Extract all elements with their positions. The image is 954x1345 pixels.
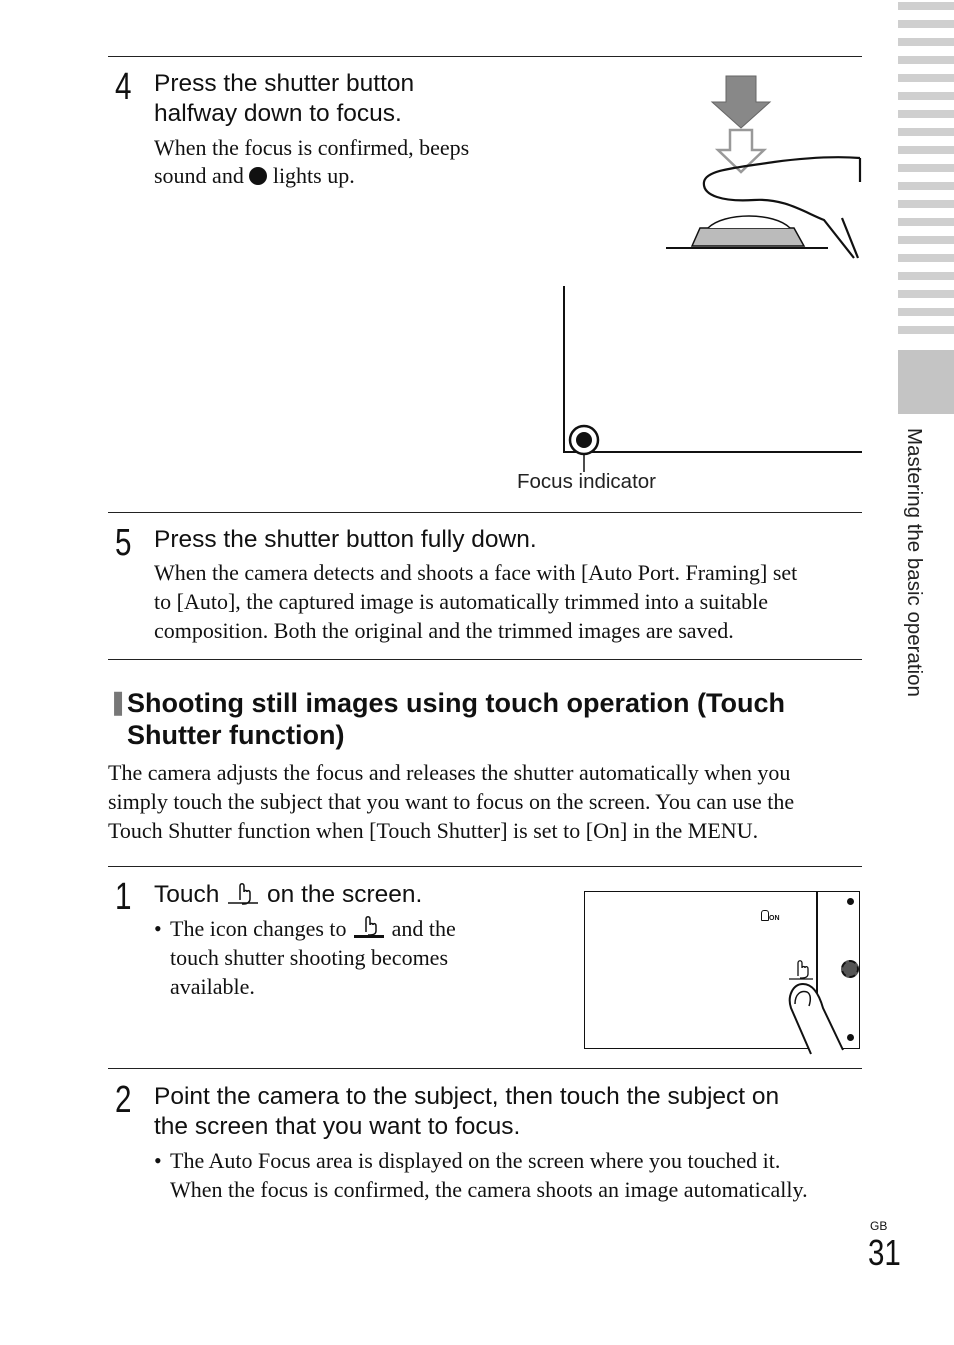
touch-shutter-on-indicator: [761, 910, 780, 922]
step4-body-line1: When the focus is confirmed, beeps: [154, 135, 470, 160]
step2-heading-line2: the screen that you want to focus.: [154, 1113, 521, 1140]
section-title-line1: Shooting still images using touch operation (Touch: [127, 688, 785, 718]
step4-number: 4: [115, 66, 132, 108]
step1-bullet-line3: available.: [170, 974, 255, 999]
sidebar-section-label: Mastering the basic operation: [903, 428, 926, 697]
section-tab-active: [898, 350, 954, 414]
step4-top-rule: [108, 56, 862, 57]
section-body-line1: The camera adjusts the focus and releases the shutter automatically when you: [108, 760, 791, 785]
control-dial-icon: [841, 960, 859, 978]
touch-shutter-icon: [226, 880, 260, 906]
section-body-line2: simply touch the subject that you want to focus on the screen. You can use the: [108, 789, 795, 814]
step5-number: 5: [115, 522, 132, 564]
section-marker: ❚: [108, 689, 129, 716]
focus-indicator-screen: [560, 286, 864, 476]
screen-on-label: ON: [769, 915, 780, 922]
step4-body-line2-post: lights up.: [272, 163, 355, 188]
step5-body-line3: composition. Both the original and the trimmed images are saved.: [154, 618, 734, 643]
step2-top-rule: [108, 1068, 862, 1069]
step4-body-line2: [154, 161, 355, 190]
shutter-button-icon: [692, 228, 804, 246]
step2-heading-line1: Point the camera to the subject, then touch the subject on: [154, 1083, 780, 1110]
step1-heading-pre: Touch: [154, 881, 220, 908]
focus-indicator-label: Focus indicator: [517, 470, 657, 493]
step2-bullet-line1: The Auto Focus area is displayed on the screen where you touched it.: [170, 1148, 781, 1173]
step1-heading-post: on the screen.: [267, 881, 423, 908]
section-title-line2: Shutter function): [127, 720, 345, 750]
step1-bullet-line1-post: and the: [391, 916, 456, 941]
step4-heading-line1: Press the shutter button: [154, 70, 415, 97]
step1-heading: [154, 880, 422, 910]
page-number: 31: [868, 1232, 901, 1273]
step4-body-line2-pre: sound and: [154, 163, 244, 188]
step5-body-line1: When the camera detects and shoots a face with [Auto Port. Framing] set: [154, 560, 798, 585]
step2-bullet: •: [154, 1148, 162, 1173]
section-body-line3: Touch Shutter function when [Touch Shutter] is set to [On] in the MENU.: [108, 818, 759, 843]
step2-bullet-line2: When the focus is confirmed, the camera shoots an image automatically.: [170, 1177, 808, 1202]
region-code: GB: [870, 1219, 888, 1233]
touch-on-hand-icon: [761, 910, 769, 921]
touch-shutter-on-icon: [352, 914, 386, 940]
step5-top-rule: [108, 512, 862, 513]
step5-heading: Press the shutter button fully down.: [154, 526, 537, 553]
touching-finger-icon: [785, 978, 865, 1056]
step1-top-rule: [108, 866, 862, 867]
step1-bullet-line1: [170, 914, 456, 943]
focus-dot-icon: [249, 167, 267, 185]
step1-bullet-line2: touch shutter shooting becomes: [170, 945, 449, 970]
screen-dot-top: [847, 898, 854, 905]
shutter-press-illustration: [664, 72, 864, 264]
step2-number: 2: [115, 1079, 132, 1121]
step5-bottom-rule: [108, 659, 862, 660]
step4-heading-line2: halfway down to focus.: [154, 100, 402, 127]
step1-number: 1: [115, 876, 132, 918]
step5-body-line2: to [Auto], the captured image is automatically trimmed into a suitable: [154, 589, 768, 614]
step1-bullet: •: [154, 916, 162, 941]
press-arrow-outline-icon: [718, 130, 764, 172]
press-arrow-solid-icon: [712, 76, 770, 128]
step1-bullet-line1-pre: The icon changes to: [170, 916, 347, 941]
